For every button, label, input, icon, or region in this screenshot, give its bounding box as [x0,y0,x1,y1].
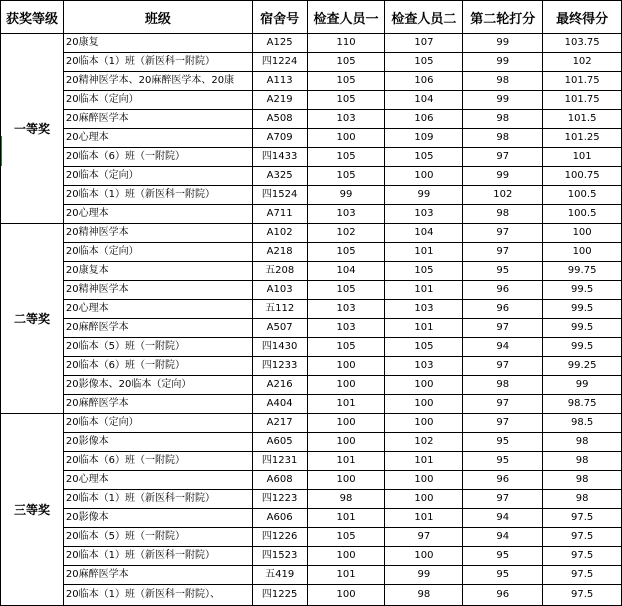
table-row [1,91,622,110]
class-cell[interactable]: 20心理本 [63,300,252,319]
checker-2-cell[interactable]: 104 [385,91,463,110]
dorm-cell[interactable]: A508 [252,110,307,129]
class-cell[interactable]: 20心理本 [63,129,252,148]
dorm-cell[interactable]: A608 [252,471,307,490]
table-row [1,547,622,566]
final-score-cell[interactable]: 99 [543,376,622,395]
round-2-cell[interactable]: 97 [463,414,543,433]
dorm-cell[interactable]: 四1224 [252,53,307,72]
table-row [1,585,622,606]
checker-1-cell[interactable]: 103 [307,110,385,129]
final-score-cell[interactable]: 98.5 [543,414,622,433]
round-2-cell[interactable]: 99 [463,34,543,53]
checker-1-cell[interactable]: 103 [307,205,385,224]
class-cell[interactable]: 20精神医学本、20麻醉医学本、20康 [63,72,252,91]
dorm-cell[interactable]: 四1225 [252,585,307,606]
table-row [1,148,622,167]
dorm-cell[interactable]: A103 [252,281,307,300]
checker-1-cell[interactable]: 105 [307,281,385,300]
final-score-cell[interactable]: 97.5 [543,566,622,585]
checker-1-cell[interactable]: 99 [307,186,385,205]
final-score-cell[interactable]: 100 [543,243,622,262]
round-2-cell[interactable]: 94 [463,528,543,547]
checker-1-cell[interactable]: 103 [307,319,385,338]
dorm-cell[interactable]: 四1223 [252,490,307,509]
class-cell[interactable]: 20心理本 [63,205,252,224]
table-row [1,72,622,91]
final-score-cell[interactable]: 100.75 [543,167,622,186]
dorm-cell[interactable]: A216 [252,376,307,395]
class-cell[interactable]: 20康复 [63,34,252,53]
checker-1-cell[interactable]: 100 [307,414,385,433]
dorm-cell[interactable]: A404 [252,395,307,414]
col-header-checker-1[interactable]: 检查人员一 [307,1,385,34]
final-score-cell[interactable]: 101 [543,148,622,167]
award-level-cell[interactable]: 三等奖 [1,414,64,606]
class-cell[interactable]: 20临本（1）班（新医科一附院） [63,490,252,509]
table-row [1,281,622,300]
checker-1-cell[interactable]: 100 [307,357,385,376]
dorm-cell[interactable]: A709 [252,129,307,148]
class-cell[interactable]: 20麻醉医学本 [63,319,252,338]
dorm-cell[interactable]: 四1524 [252,186,307,205]
checker-2-cell[interactable]: 103 [385,357,463,376]
checker-1-cell[interactable]: 105 [307,243,385,262]
dorm-cell[interactable]: 五419 [252,566,307,585]
final-score-cell[interactable]: 100.5 [543,205,622,224]
round-2-cell[interactable]: 99 [463,53,543,72]
round-2-cell[interactable]: 99 [463,91,543,110]
checker-2-cell[interactable]: 99 [385,186,463,205]
dorm-cell[interactable]: 四1433 [252,148,307,167]
class-cell[interactable]: 20临本（1）班（新医科一附院） [63,547,252,566]
final-score-cell[interactable]: 99.5 [543,319,622,338]
checker-1-cell[interactable]: 100 [307,376,385,395]
checker-1-cell[interactable]: 98 [307,490,385,509]
class-cell[interactable]: 20麻醉医学本 [63,566,252,585]
round-2-cell[interactable]: 98 [463,376,543,395]
final-score-cell[interactable]: 100.5 [543,186,622,205]
class-cell[interactable]: 20临本（定向） [63,91,252,110]
final-score-cell[interactable]: 101.5 [543,110,622,129]
table-row [1,509,622,528]
dorm-cell[interactable]: 四1233 [252,357,307,376]
table-row [1,53,622,72]
checker-2-cell[interactable]: 105 [385,262,463,281]
checker-2-cell[interactable]: 97 [385,528,463,547]
class-cell[interactable]: 20临本（1）班（新医科一附院） [63,53,252,72]
table-row [1,357,622,376]
round-2-cell[interactable]: 95 [463,452,543,471]
final-score-cell[interactable]: 97.5 [543,585,622,606]
round-2-cell[interactable]: 95 [463,262,543,281]
table-row [1,433,622,452]
round-2-cell[interactable]: 102 [463,186,543,205]
col-header-class[interactable]: 班级 [63,1,252,34]
dorm-cell[interactable]: 四1430 [252,338,307,357]
round-2-cell[interactable]: 95 [463,566,543,585]
final-score-cell[interactable]: 98.75 [543,395,622,414]
round-2-cell[interactable]: 97 [463,243,543,262]
table-row [1,262,622,281]
class-cell[interactable]: 20精神医学本 [63,281,252,300]
class-cell[interactable]: 20康复本 [63,262,252,281]
checker-1-cell[interactable]: 101 [307,566,385,585]
class-cell[interactable]: 20精神医学本 [63,224,252,243]
table-row [1,205,622,224]
round-2-cell[interactable]: 97 [463,395,543,414]
dorm-cell[interactable]: A711 [252,205,307,224]
final-score-cell[interactable]: 103.75 [543,34,622,53]
final-score-cell[interactable]: 99.5 [543,281,622,300]
dorm-cell[interactable]: A507 [252,319,307,338]
dorm-cell[interactable]: A218 [252,243,307,262]
dorm-cell[interactable]: 五112 [252,300,307,319]
checker-1-cell[interactable]: 101 [307,452,385,471]
checker-1-cell[interactable]: 100 [307,471,385,490]
checker-1-cell[interactable]: 105 [307,148,385,167]
checker-1-cell[interactable]: 102 [307,224,385,243]
checker-2-cell[interactable]: 105 [385,148,463,167]
dorm-cell[interactable]: A219 [252,91,307,110]
class-cell[interactable]: 20临本（5）班（一附院） [63,528,252,547]
round-2-cell[interactable]: 94 [463,509,543,528]
table-row [1,490,622,509]
dorm-cell[interactable]: A125 [252,34,307,53]
checker-2-cell[interactable]: 103 [385,205,463,224]
round-2-cell[interactable]: 96 [463,585,543,606]
checker-1-cell[interactable]: 100 [307,585,385,606]
class-cell[interactable]: 20临本（定向） [63,167,252,186]
table-row [1,167,622,186]
checker-2-cell[interactable]: 107 [385,34,463,53]
checker-2-cell[interactable]: 100 [385,376,463,395]
checker-1-cell[interactable]: 101 [307,509,385,528]
dorm-cell[interactable]: A325 [252,167,307,186]
checker-2-cell[interactable]: 103 [385,300,463,319]
round-2-cell[interactable]: 94 [463,338,543,357]
class-cell[interactable]: 20临本（5）班（一附院） [63,338,252,357]
dorm-cell[interactable]: 五208 [252,262,307,281]
round-2-cell[interactable]: 96 [463,300,543,319]
dorm-cell[interactable]: A217 [252,414,307,433]
checker-2-cell[interactable]: 100 [385,414,463,433]
checker-2-cell[interactable]: 100 [385,471,463,490]
checker-1-cell[interactable]: 100 [307,433,385,452]
checker-2-cell[interactable]: 101 [385,509,463,528]
dorm-cell[interactable]: 四1231 [252,452,307,471]
checker-2-cell[interactable]: 109 [385,129,463,148]
round-2-cell[interactable]: 98 [463,205,543,224]
table-row [1,110,622,129]
class-cell[interactable]: 20心理本 [63,471,252,490]
class-cell[interactable]: 20影像本、20临本（定向） [63,376,252,395]
table-row [1,186,622,205]
final-score-cell[interactable]: 98 [543,433,622,452]
round-2-cell[interactable]: 98 [463,110,543,129]
checker-2-cell[interactable]: 101 [385,243,463,262]
table-row [1,376,622,395]
checker-2-cell[interactable]: 106 [385,72,463,91]
round-2-cell[interactable]: 95 [463,433,543,452]
checker-2-cell[interactable]: 101 [385,319,463,338]
checker-2-cell[interactable]: 98 [385,585,463,606]
table-row [1,471,622,490]
final-score-cell[interactable]: 100 [543,224,622,243]
round-2-cell[interactable]: 97 [463,319,543,338]
award-level-cell[interactable]: 二等奖 [1,224,64,414]
round-2-cell[interactable]: 97 [463,224,543,243]
dorm-cell[interactable]: A605 [252,433,307,452]
checker-1-cell[interactable]: 110 [307,34,385,53]
checker-1-cell[interactable]: 100 [307,547,385,566]
header-row [1,1,622,34]
checker-1-cell[interactable]: 105 [307,167,385,186]
final-score-cell[interactable]: 98 [543,452,622,471]
checker-1-cell[interactable]: 105 [307,528,385,547]
class-cell[interactable]: 20影像本 [63,433,252,452]
col-header-dorm[interactable]: 宿舍号 [252,1,307,34]
dorm-cell[interactable]: A113 [252,72,307,91]
table-row [1,338,622,357]
checker-2-cell[interactable]: 100 [385,547,463,566]
col-header-checker-2[interactable]: 检查人员二 [385,1,463,34]
checker-1-cell[interactable]: 105 [307,91,385,110]
round-2-cell[interactable]: 98 [463,72,543,91]
class-cell[interactable]: 20临本（6）班（一附院） [63,452,252,471]
checker-1-cell[interactable]: 101 [307,395,385,414]
checker-1-cell[interactable]: 105 [307,338,385,357]
round-2-cell[interactable]: 99 [463,167,543,186]
checker-1-cell[interactable]: 105 [307,72,385,91]
table-row [1,566,622,585]
dorm-cell[interactable]: A606 [252,509,307,528]
final-score-cell[interactable]: 97.5 [543,547,622,566]
final-score-cell[interactable]: 97.5 [543,528,622,547]
class-cell[interactable]: 20麻醉医学本 [63,395,252,414]
round-2-cell[interactable]: 98 [463,129,543,148]
final-score-cell[interactable]: 99.5 [543,338,622,357]
checker-2-cell[interactable]: 100 [385,167,463,186]
final-score-cell[interactable]: 101.25 [543,129,622,148]
table-row [1,34,622,53]
round-2-cell[interactable]: 97 [463,148,543,167]
class-cell[interactable]: 20临本（6）班（一附院） [63,148,252,167]
dorm-cell[interactable]: 四1523 [252,547,307,566]
table-row [1,224,622,243]
table-row [1,129,622,148]
award-level-cell[interactable]: 一等奖 [1,34,64,224]
table-row [1,319,622,338]
checker-1-cell[interactable]: 100 [307,129,385,148]
checker-2-cell[interactable]: 104 [385,224,463,243]
class-cell[interactable]: 20临本（定向） [63,243,252,262]
checker-2-cell[interactable]: 105 [385,338,463,357]
dorm-cell[interactable]: A102 [252,224,307,243]
round-2-cell[interactable]: 96 [463,471,543,490]
checker-2-cell[interactable]: 105 [385,53,463,72]
col-header-round-2[interactable]: 第二轮打分 [463,1,543,34]
round-2-cell[interactable]: 97 [463,490,543,509]
table-row [1,243,622,262]
final-score-cell[interactable]: 99.25 [543,357,622,376]
final-score-cell[interactable]: 97.5 [543,509,622,528]
table-row [1,395,622,414]
checker-2-cell[interactable]: 106 [385,110,463,129]
final-score-cell[interactable]: 101.75 [543,72,622,91]
table-row [1,528,622,547]
final-score-cell[interactable]: 101.75 [543,91,622,110]
round-2-cell[interactable]: 96 [463,281,543,300]
class-cell[interactable]: 20影像本 [63,509,252,528]
checker-1-cell[interactable]: 105 [307,53,385,72]
checker-2-cell[interactable]: 100 [385,490,463,509]
table-row [1,414,622,433]
class-cell[interactable]: 20麻醉医学本 [63,110,252,129]
final-score-cell[interactable]: 98 [543,490,622,509]
checker-1-cell[interactable]: 104 [307,262,385,281]
final-score-cell[interactable]: 98 [543,471,622,490]
checker-2-cell[interactable]: 99 [385,566,463,585]
table-row [1,452,622,471]
final-score-cell[interactable]: 102 [543,53,622,72]
final-score-cell[interactable]: 99.5 [543,300,622,319]
checker-2-cell[interactable]: 100 [385,395,463,414]
checker-2-cell[interactable]: 102 [385,433,463,452]
class-cell[interactable]: 20临本（6）班（一附院） [63,357,252,376]
round-2-cell[interactable]: 95 [463,547,543,566]
round-2-cell[interactable]: 97 [463,357,543,376]
class-cell[interactable]: 20临本（1）班（新医科一附院） [63,186,252,205]
checker-2-cell[interactable]: 101 [385,452,463,471]
col-header-award[interactable]: 获奖等级 [1,1,64,34]
class-cell[interactable]: 20临本（定向） [63,414,252,433]
checker-1-cell[interactable]: 103 [307,300,385,319]
final-score-cell[interactable]: 99.75 [543,262,622,281]
checker-2-cell[interactable]: 101 [385,281,463,300]
class-cell[interactable]: 20临本（1）班（新医科一附院）、 [63,585,252,606]
table-row [1,300,622,319]
dorm-cell[interactable]: 四1226 [252,528,307,547]
col-header-final[interactable]: 最终得分 [543,1,622,34]
